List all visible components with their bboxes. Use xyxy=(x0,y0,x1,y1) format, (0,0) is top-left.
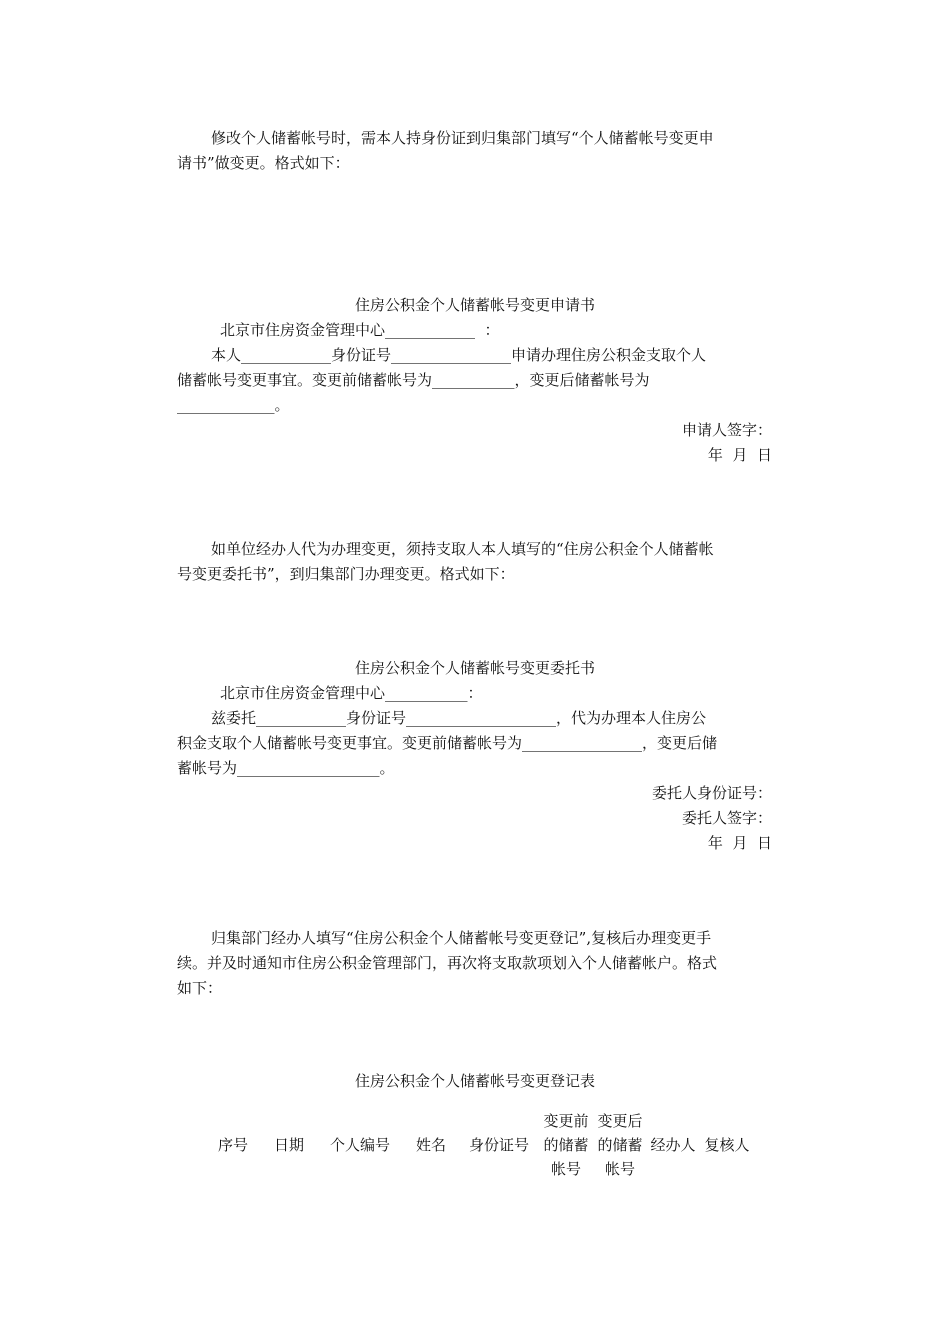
form2-body-line2: 积金支取个人储蓄帐号变更事宜。变更前储蓄帐号为________________，变更后储 xyxy=(177,734,718,752)
table-header-cell: 个人编号 xyxy=(329,1136,390,1154)
form1-body-line2: 储蓄帐号变更事宜。变更前储蓄帐号为___________，变更后储蓄帐号为 xyxy=(177,371,650,389)
register-table-header xyxy=(205,1097,755,1193)
table-header-cell: 经办人 xyxy=(650,1136,696,1154)
table-title: 住房公积金个人储蓄帐号变更登记表 xyxy=(354,1072,595,1090)
form1-date-label: 年 月 日 xyxy=(707,446,772,464)
table-header-cell: 身份证号 xyxy=(468,1136,529,1154)
form1-sign-label: 申请人签字： xyxy=(681,421,772,439)
form2-body-line3: 蓄帐号为___________________。 xyxy=(177,759,395,777)
form1-body-line3: _____________。 xyxy=(177,396,290,414)
table-header-cell: 复核人 xyxy=(704,1136,750,1154)
form1-body-line1: 本人____________身份证号________________申请办理住房公积金支取个人 xyxy=(211,346,707,364)
form2-date-label: 年 月 日 xyxy=(707,834,772,852)
table-header-cell: 序号 xyxy=(217,1136,248,1154)
intro1-line1: 修改个人储蓄帐号时，需本人持身份证到归集部门填写“个人储蓄帐号变更申 xyxy=(211,129,714,147)
form2-addressee: 北京市住房资金管理中心___________： xyxy=(220,684,483,702)
form2-body-line1: 兹委托____________身份证号____________________，代为办理本人住房公 xyxy=(211,709,707,727)
intro2-line2: 号变更委托书”，到归集部门办理变更。格式如下： xyxy=(177,565,515,583)
intro2-line1: 如单位经办人代为办理变更，须持支取人本人填写的“住房公积金个人储蓄帐 xyxy=(211,540,714,558)
table-header-cell: 变更前的储蓄帐号 xyxy=(543,1112,589,1178)
table-header-cell: 姓名 xyxy=(415,1136,446,1154)
form2-title: 住房公积金个人储蓄帐号变更委托书 xyxy=(354,659,595,677)
form2-sign-label: 委托人签字： xyxy=(681,809,772,827)
intro3-line2: 续。并及时通知市住房公积金管理部门，再次将支取款项划入个人储蓄帐户。格式 xyxy=(177,954,718,972)
intro3-line3: 如下： xyxy=(177,979,223,997)
intro3-line1: 归集部门经办人填写“住房公积金个人储蓄帐号变更登记”,复核后办理变更手 xyxy=(211,929,712,947)
intro1-line2: 请书”做变更。格式如下： xyxy=(177,154,350,172)
form2-id-label: 委托人身份证号： xyxy=(651,784,772,802)
form1-title: 住房公积金个人储蓄帐号变更申请书 xyxy=(354,296,595,314)
table-header-cell: 日期 xyxy=(273,1136,304,1154)
table-header-cell: 变更后的储蓄帐号 xyxy=(597,1112,643,1178)
form1-addressee: 北京市住房资金管理中心____________ ： xyxy=(220,321,500,339)
